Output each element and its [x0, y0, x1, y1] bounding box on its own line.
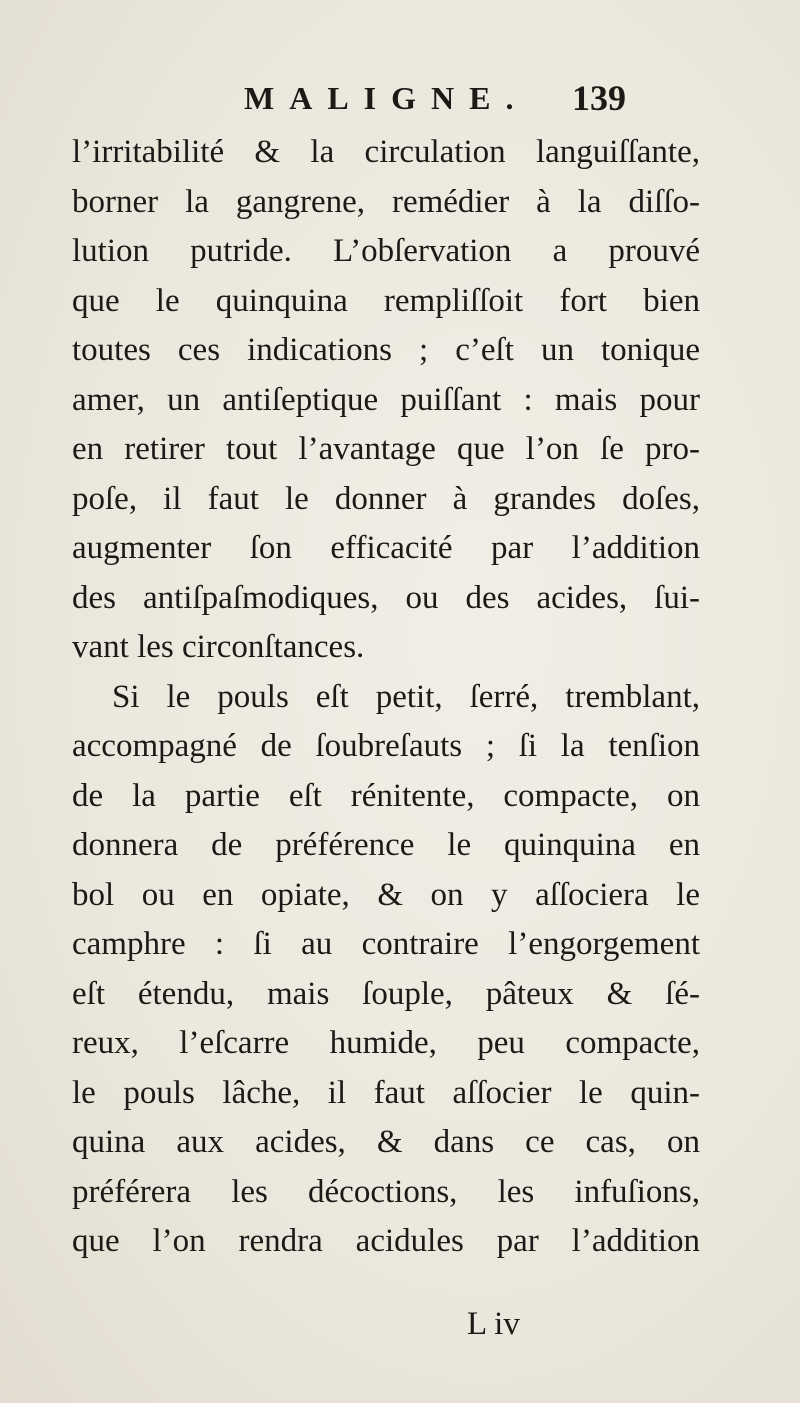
page-header — [0, 76, 800, 120]
text-line: préférera les décoctions, les infuſions, — [72, 1173, 700, 1210]
running-title: MALIGNE. — [244, 80, 529, 116]
text-line: augmenter ſon efficacité par l’addition — [72, 530, 700, 566]
text-line: vant les circonſtances. — [72, 629, 365, 665]
text-line: de la partie eſt rénitente, compacte, on — [72, 777, 700, 814]
text-line: Si le pouls eſt petit, ſerré, tremblant, — [112, 678, 700, 715]
text-line: poſe, il faut le donner à grandes doſes, — [72, 480, 700, 517]
signature-mark: L iv — [467, 1306, 520, 1342]
text-line: eſt étendu, mais ſouple, pâteux & ſé- — [72, 975, 700, 1012]
text-line: camphre : ſi au contraire l’engorgement — [72, 926, 700, 962]
text-line: que le quinquina rempliſſoit fort bien — [72, 282, 700, 319]
text-line: reux, l’eſcarre humide, peu compacte, — [72, 1025, 700, 1061]
text-line: borner la gangrene, remédier à la diſſo- — [72, 183, 700, 220]
text-line: amer, un antiſeptique puiſſant : mais pour — [72, 381, 700, 418]
text-line: que l’on rendra acidules par l’addition — [72, 1223, 700, 1259]
text-line: donnera de préférence le quinquina en — [72, 827, 700, 863]
text-line: des antiſpaſmodiques, ou des acides, ſui- — [72, 579, 700, 616]
text-line: toutes ces indications ; c’eſt un tonique — [72, 332, 700, 368]
text-line: bol ou en opiate, & on y aſſociera le — [72, 876, 700, 913]
text-line: en retirer tout l’avantage que l’on ſe pro- — [72, 431, 700, 467]
text-line: le pouls lâche, il faut aſſocier le quin- — [72, 1074, 700, 1111]
body-text — [72, 128, 700, 1267]
text-line: quina aux acides, & dans ce cas, on — [72, 1124, 700, 1160]
text-line: l’irritabilité & la circulation languiſſante, — [72, 134, 700, 170]
text-line: lution putride. L’obſervation a prouvé — [72, 233, 700, 269]
page-number: 139 — [572, 78, 626, 118]
text-line: accompagné de ſoubreſauts ; ſi la tenſion — [72, 728, 700, 764]
